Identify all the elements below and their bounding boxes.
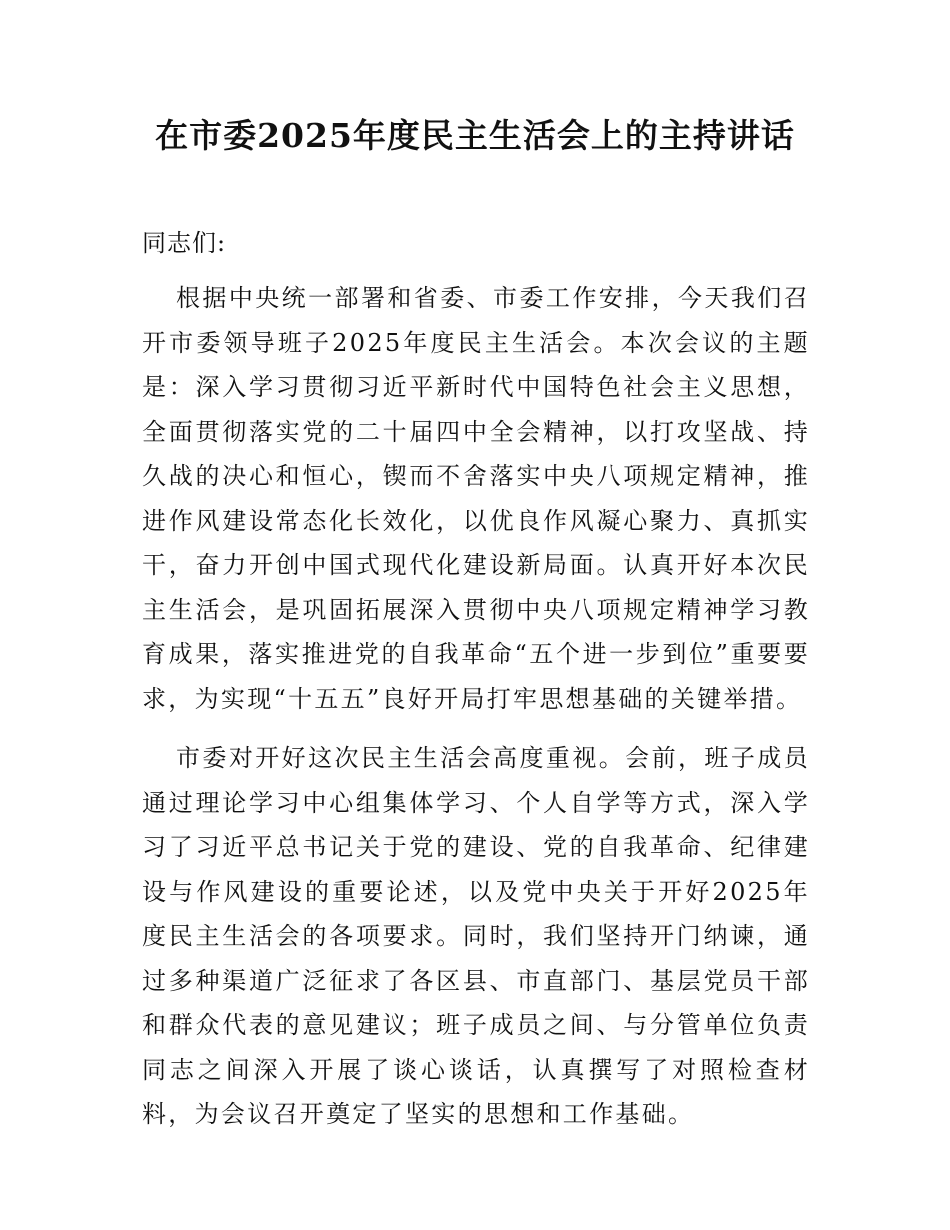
document-title: 在市委2025年度民主生活会上的主持讲话 [155,116,795,155]
salutation: 同志们: [142,229,227,257]
paragraph-2: 市委对开好这次民主生活会高度重视。会前，班子成员通过理论学习中心组集体学习、个人自学等方式，深入学习了习近平总书记关于党的建设、党的自我革命、纪律建设与作风建设的重要论述，以及党中央关于开好2025年度民主生活会的各项要求。同时，我们坚持开门纳谏，通过多种渠道广泛征求了各区县、市直部门、基层党员干部和群众代表的意见建议；班子成员之间、与分管单位负责同志之间深入开展了谈心谈话，认真撰写了对照检查材料，为会议召开奠定了坚实的思想和工作基础。 [142,744,810,1128]
paragraph-1: 根据中央统一部署和省委、市委工作安排，今天我们召开市委领导班子2025年度民主生活会。本次会议的主题是：深入学习贯彻习近平新时代中国特色社会主义思想，全面贯彻落实党的二十届四中全会精神，以打攻坚战、持久战的决心和恒心，锲而不舍落实中央八项规定精神，推进作风建设常态化长效化，以优良作风凝心聚力、真抓实干，奋力开创中国式现代化建设新局面。认真开好本次民主生活会，是巩固拓展深入贯彻中央八项规定精神学习教育成果，落实推进党的自我革命“五个进一步到位”重要要求，为实现“十五五”良好开局打牢思想基础的关键举措。 [142,284,810,713]
document-body [142,218,810,1152]
